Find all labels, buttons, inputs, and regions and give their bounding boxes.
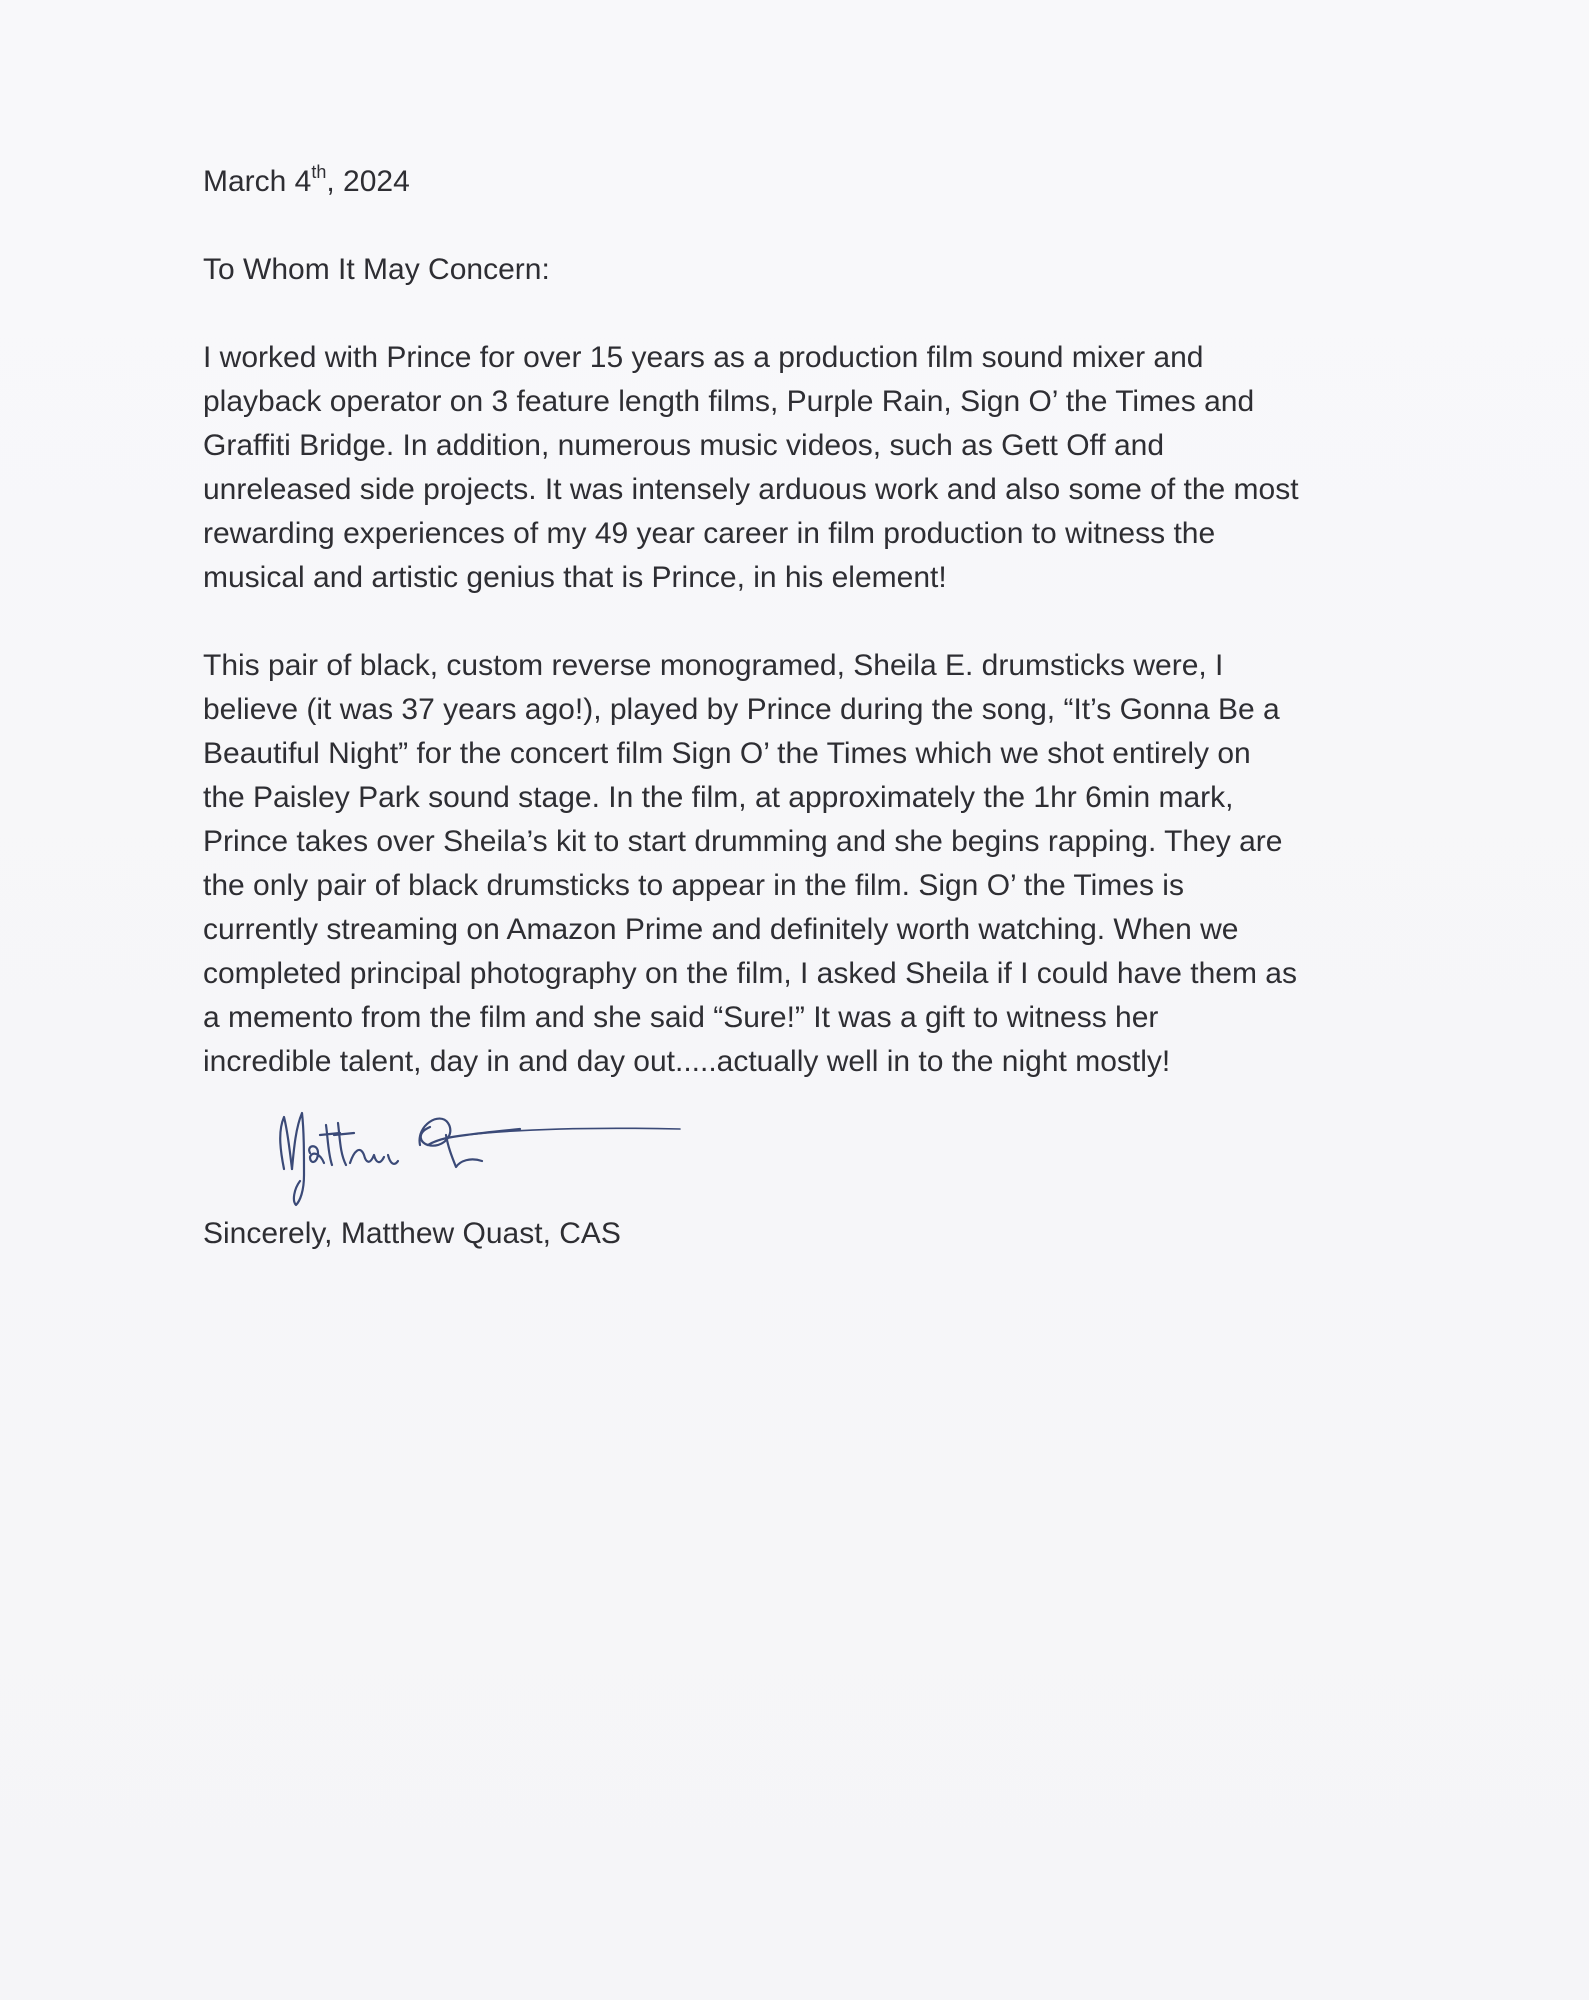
signature-stroke bbox=[446, 1135, 482, 1167]
paragraph-line: believe (it was 37 years ago!), played by Prince during the song, “It’s Gonna Be a bbox=[203, 693, 1280, 726]
signature-stroke bbox=[280, 1117, 292, 1169]
letter-date bbox=[203, 160, 1433, 204]
paragraph-line: Beautiful Night” for the concert film Sign O’ the Times which we shot entirely on bbox=[203, 737, 1251, 770]
paragraph-line: the Paisley Park sound stage. In the film, at approximately the 1hr 6min mark, bbox=[203, 781, 1234, 814]
date-ordinal-suffix: th bbox=[311, 162, 327, 182]
paragraph-line: incredible talent, day in and day out.....actually well in to the night mostly! bbox=[203, 1045, 1171, 1078]
signature-stroke bbox=[309, 1146, 324, 1163]
paragraph-line: a memento from the film and she said “Sure!” It was a gift to witness her bbox=[203, 1001, 1159, 1034]
signature-stroke bbox=[292, 1113, 304, 1205]
date-month-day: March 4 bbox=[203, 165, 312, 198]
paragraph-line: I worked with Prince for over 15 years as a production film sound mixer and bbox=[203, 341, 1204, 374]
paragraph-line: the only pair of black drumsticks to appear in the film. Sign O’ the Times is bbox=[203, 869, 1184, 902]
signature-stroke bbox=[388, 1155, 398, 1164]
paragraph-line: musical and artistic genius that is Prince, in his element! bbox=[203, 561, 947, 594]
handwritten-signature bbox=[270, 1105, 690, 1215]
closing-signoff: Sincerely, Matthew Quast, CAS bbox=[203, 1217, 621, 1250]
paragraph-line: rewarding experiences of my 49 year career in film production to witness the bbox=[203, 517, 1216, 550]
letter-body bbox=[203, 160, 1433, 1084]
paragraph-2 bbox=[203, 644, 1433, 1084]
paragraph-line: completed principal photography on the film, I asked Sheila if I could have them as bbox=[203, 957, 1297, 990]
signature-stroke bbox=[350, 1150, 384, 1163]
paragraph-line: currently streaming on Amazon Prime and definitely worth watching. When we bbox=[203, 913, 1239, 946]
paragraph-line: unreleased side projects. It was intensely arduous work and also some of the most bbox=[203, 473, 1299, 506]
paragraph-line: playback operator on 3 feature length films, Purple Rain, Sign O’ the Times and bbox=[203, 385, 1255, 418]
salutation: To Whom It May Concern: bbox=[203, 253, 550, 286]
paragraph-line: Graffiti Bridge. In addition, numerous music videos, such as Gett Off and bbox=[203, 429, 1165, 462]
paragraph-1 bbox=[203, 336, 1433, 600]
paragraph-line: This pair of black, custom reverse monogramed, Sheila E. drumsticks were, I bbox=[203, 649, 1224, 682]
paragraph-line: Prince takes over Sheila’s kit to start drumming and she begins rapping. They are bbox=[203, 825, 1283, 858]
signature-stroke bbox=[466, 1128, 680, 1135]
date-year: , 2024 bbox=[326, 165, 410, 198]
